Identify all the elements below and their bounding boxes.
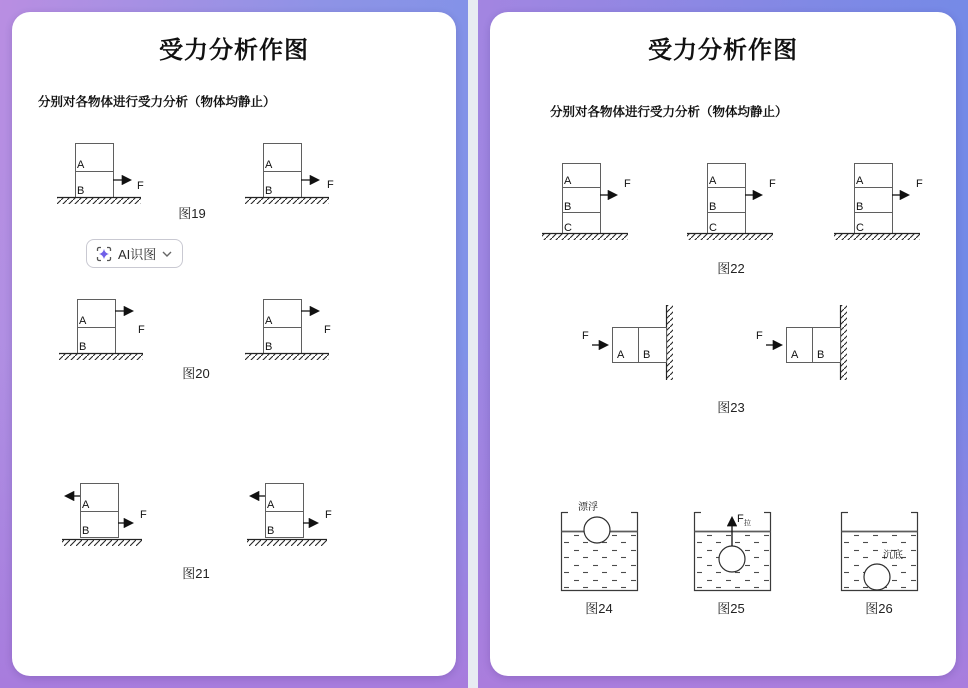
figure-caption: 图24 bbox=[585, 601, 613, 616]
instructions-text: 分别对各物体进行受力分析（物体均静止） bbox=[38, 95, 276, 109]
block-a-label: A bbox=[267, 499, 275, 511]
figure-caption: 图25 bbox=[717, 601, 745, 616]
state-label: 沉底 bbox=[883, 550, 903, 561]
ground-hatch bbox=[247, 540, 327, 546]
fig22-diagram-1 bbox=[540, 160, 640, 244]
force-label: F bbox=[325, 509, 332, 521]
block-b-label: B bbox=[564, 201, 572, 213]
block-b-label: B bbox=[856, 201, 864, 213]
ground-hatch bbox=[57, 198, 141, 204]
block-a-label: A bbox=[82, 499, 90, 511]
block-b-label: B bbox=[82, 525, 90, 537]
force-label: F bbox=[916, 178, 923, 190]
scan-sparkle-icon bbox=[96, 246, 112, 262]
ground-hatch bbox=[59, 354, 143, 360]
block-b-label: B bbox=[265, 185, 273, 197]
block-a-label: A bbox=[79, 315, 87, 327]
block-a-label: A bbox=[709, 175, 717, 187]
block-a-label: A bbox=[791, 349, 799, 361]
wall-hatch bbox=[841, 305, 847, 380]
force-label: F bbox=[756, 330, 763, 342]
fig20-diagram-2 bbox=[243, 296, 343, 366]
block-b-label: B bbox=[77, 185, 85, 197]
fig25-diagram bbox=[686, 502, 778, 596]
block-b-label: B bbox=[265, 341, 273, 353]
fig19-diagram-1 bbox=[55, 140, 155, 210]
ground-hatch bbox=[245, 354, 329, 360]
floating-ball bbox=[584, 517, 610, 543]
sunken-ball bbox=[864, 564, 890, 590]
ground-hatch bbox=[62, 540, 142, 546]
block-b-label: B bbox=[643, 349, 651, 361]
figure-caption: 图23 bbox=[717, 400, 745, 415]
ground-hatch bbox=[687, 234, 773, 240]
ai-button-label: AI识图 bbox=[118, 247, 157, 262]
worksheet-page-2 bbox=[490, 12, 956, 676]
figure-caption: 图21 bbox=[182, 566, 210, 581]
fig21-diagram-1 bbox=[52, 480, 152, 552]
chevron-down-icon bbox=[162, 251, 172, 257]
figure-caption: 图19 bbox=[178, 206, 206, 221]
wall-hatch bbox=[667, 305, 673, 380]
ground-hatch bbox=[834, 234, 920, 240]
fig19-diagram-2 bbox=[243, 140, 343, 210]
fig20-diagram-1 bbox=[57, 296, 157, 366]
instructions-text: 分别对各物体进行受力分析（物体均静止） bbox=[550, 105, 788, 119]
block-a-label: A bbox=[856, 175, 864, 187]
page-panel-left bbox=[0, 0, 468, 688]
force-label: F bbox=[137, 180, 144, 192]
block-a-label: A bbox=[617, 349, 625, 361]
fig23-diagram-1 bbox=[574, 297, 678, 387]
pull-force-label: F bbox=[737, 513, 744, 525]
block-c-label: C bbox=[709, 222, 717, 234]
ai-recognize-image-button[interactable] bbox=[86, 239, 183, 268]
state-label: 漂浮 bbox=[578, 502, 598, 513]
block-b-label: B bbox=[817, 349, 825, 361]
block-a-label: A bbox=[265, 159, 273, 171]
block-a-label: A bbox=[77, 159, 85, 171]
page-title: 受力分析作图 bbox=[648, 37, 798, 64]
force-label: F bbox=[140, 509, 147, 521]
page-panel-right bbox=[478, 0, 968, 688]
block-c-label: C bbox=[856, 222, 864, 234]
force-label: F bbox=[582, 330, 589, 342]
ground-hatch bbox=[245, 198, 329, 204]
block-b-label: B bbox=[709, 201, 717, 213]
fig22-diagram-3 bbox=[832, 160, 932, 244]
force-label: F bbox=[138, 324, 145, 336]
block-a-label: A bbox=[265, 315, 273, 327]
ground-hatch bbox=[542, 234, 628, 240]
force-label: F bbox=[327, 179, 334, 191]
fig21-diagram-2 bbox=[237, 480, 337, 552]
force-label: F bbox=[324, 324, 331, 336]
pull-force-subscript: 拉 bbox=[744, 520, 751, 527]
force-label: F bbox=[624, 178, 631, 190]
force-label: F bbox=[769, 178, 776, 190]
figure-caption: 图20 bbox=[182, 366, 210, 381]
fig22-diagram-2 bbox=[685, 160, 785, 244]
submerged-ball bbox=[719, 546, 745, 572]
block-c-label: C bbox=[564, 222, 572, 234]
fig23-diagram-2 bbox=[748, 297, 852, 387]
block-a-label: A bbox=[564, 175, 572, 187]
page-title: 受力分析作图 bbox=[159, 37, 309, 64]
fig26-diagram bbox=[833, 502, 925, 596]
fig24-diagram bbox=[553, 502, 645, 596]
worksheet-page-1 bbox=[12, 12, 456, 676]
block-b-label: B bbox=[267, 525, 275, 537]
figure-caption: 图22 bbox=[717, 261, 745, 276]
block-b-label: B bbox=[79, 341, 87, 353]
figure-caption: 图26 bbox=[865, 601, 893, 616]
